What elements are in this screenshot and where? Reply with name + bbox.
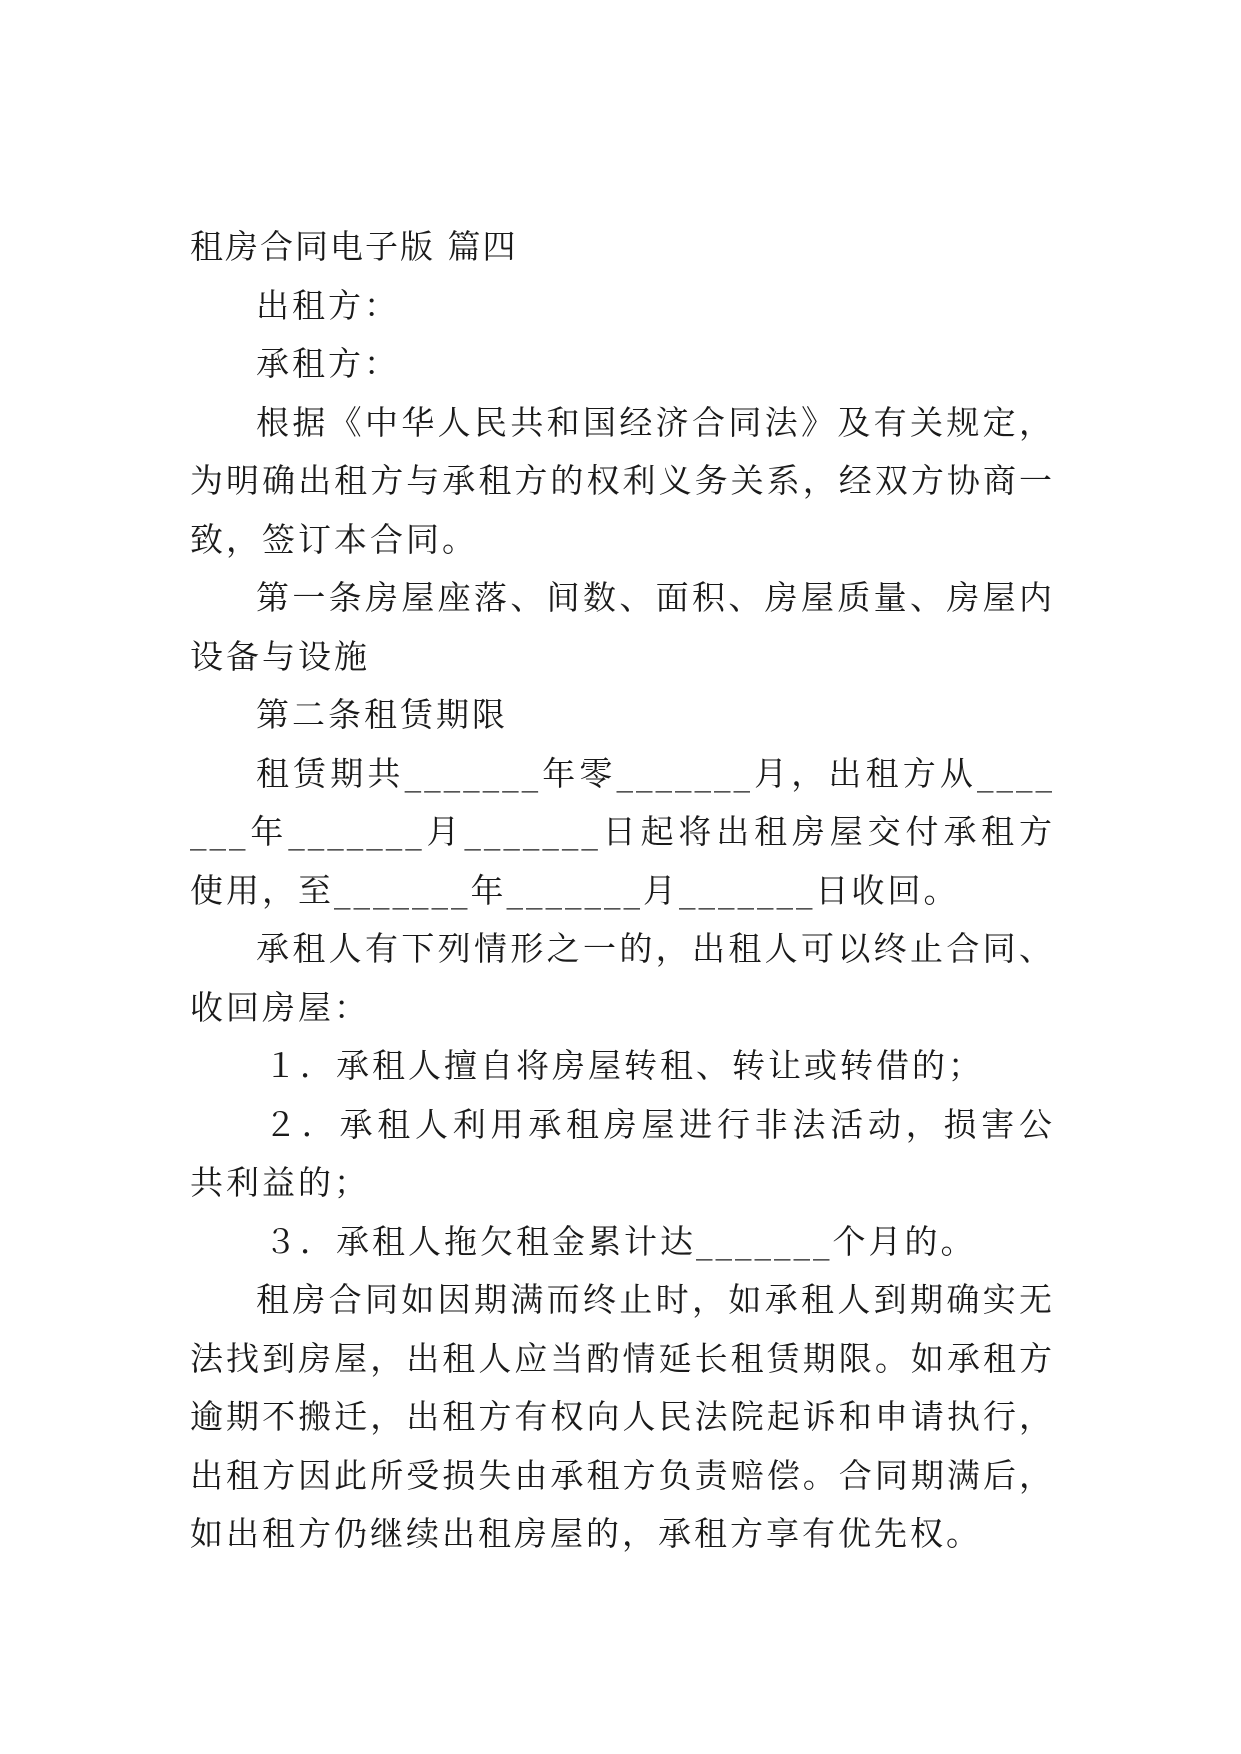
document-title: 租房合同电子版 篇四 [190,227,518,266]
paragraph-item-1: １．承租人擅自将房屋转租、转让或转借的； [264,1046,984,1085]
paragraph-expiry: 租房合同如因期满而终止时，如承租人到期确实无法找到房屋，出租人应当酌情延长租赁期限。如承租方逾期不搬迁，出租方有权向人民法院起诉和申请执行，出租方因此所受损失由承租方负责赔偿。合同期满后，如出租方仍继续出租房屋的，承租方享有优先权。 [190,1280,1055,1553]
paragraph-article-2: 第二条租赁期限 [256,695,508,734]
paragraph-list [190,277,1055,1564]
document-body [190,218,1055,1564]
paragraph-item-3: ３．承租人拖欠租金累计达_______个月的。 [264,1221,977,1261]
paragraph-lease-term: 租赁期共_______年零_______月，出租方从_______年_______月_______日起将出租房屋交付承租方使用，至_______年_______月_______日收回。 [190,753,1055,910]
paragraph-article-1: 第一条房屋座落、间数、面积、房屋质量、房屋内设备与设施 [190,578,1055,676]
paragraph-lessee: 承租方： [256,344,400,383]
paragraph-lessor: 出租方： [256,285,400,325]
paragraph-termination-intro: 承租人有下列情形之一的，出租人可以终止合同、收回房屋： [190,929,1055,1027]
paragraph-item-2: ２．承租人利用承租房屋进行非法活动，损害公共利益的； [190,1104,1055,1202]
paragraph-preamble: 根据《中华人民共和国经济合同法》及有关规定，为明确出租方与承租方的权利义务关系，经双方协商一致，签订本合同。 [190,402,1055,559]
